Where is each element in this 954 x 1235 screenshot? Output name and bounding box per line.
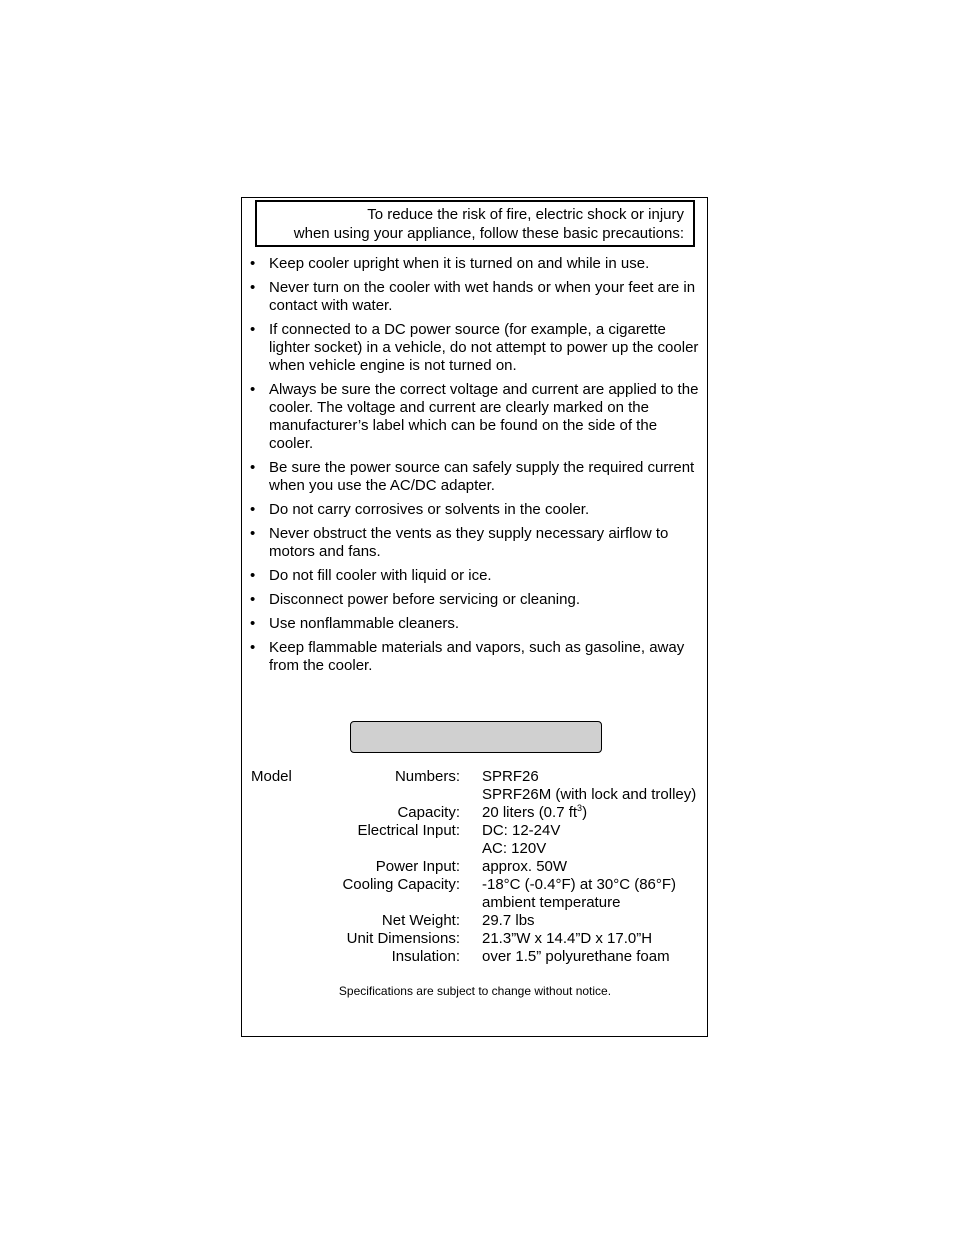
list-item: • If connected to a DC power source (for example, a cigarette lighter socket) in a vehicle, do not attempt to power up the cooler when vehicle engine is not turned on. <box>250 321 699 374</box>
bullet-icon: • <box>250 459 256 476</box>
specifications-header-box <box>350 721 602 753</box>
spec-row-weight <box>242 912 708 930</box>
bullet-icon: • <box>250 321 256 338</box>
specifications-note: Specifications are subject to change without notice. <box>338 984 612 998</box>
list-item: • Never turn on the cooler with wet hands or when your feet are in contact with water. <box>250 279 696 314</box>
warning-box <box>255 200 695 247</box>
list-item: • Keep cooler upright when it is turned on and while in use. <box>250 255 650 272</box>
spec-row-model <box>242 768 708 786</box>
spec-row-dimensions <box>242 930 708 948</box>
bullet-icon: • <box>250 567 256 584</box>
list-item: • Keep flammable materials and vapors, such as gasoline, away from the cooler. <box>250 639 685 674</box>
bullet-icon: • <box>250 525 256 542</box>
power-input-label: Power Input: <box>375 858 460 875</box>
bullet-icon: • <box>250 279 256 296</box>
spec-row-cooling <box>242 876 708 894</box>
unit-dimensions-label: Unit Dimensions: <box>346 930 460 947</box>
cooling-capacity-value-2: ambient temperature <box>482 894 621 911</box>
list-item: • Use nonflammable cleaners. <box>250 615 460 632</box>
electrical-input-label: Electrical Input: <box>357 822 460 839</box>
bullet-icon: • <box>250 255 256 272</box>
list-item: • Disconnect power before servicing or cleaning. <box>250 591 580 608</box>
bullet-icon: • <box>250 615 256 632</box>
net-weight-label: Net Weight: <box>381 912 460 929</box>
insulation-label: Insulation: <box>391 948 460 965</box>
spec-row-electrical-ac <box>242 840 708 858</box>
model-prefix: Model <box>251 768 292 785</box>
capacity-label: Capacity: <box>397 804 460 821</box>
safety-panel <box>241 197 708 1037</box>
insulation-value: over 1.5” polyurethane foam <box>482 948 670 965</box>
cooling-capacity-label: Cooling Capacity: <box>342 876 460 893</box>
electrical-ac-value: AC: 120V <box>482 840 547 857</box>
spec-row-power <box>242 858 708 876</box>
spec-row-insulation <box>242 948 708 966</box>
spec-row-model-2 <box>242 786 708 804</box>
net-weight-value: 29.7 lbs <box>482 912 535 929</box>
list-item: • Never obstruct the vents as they supply necessary airflow to motors and fans. <box>250 525 669 560</box>
power-input-value: approx. 50W <box>482 858 568 875</box>
bullet-icon: • <box>250 591 256 608</box>
model-numbers-label: Numbers: <box>394 768 460 785</box>
bullet-icon: • <box>250 639 256 656</box>
list-item: • Be sure the power source can safely supply the required current when you use the AC/DC adapter. <box>250 459 695 494</box>
specifications-table <box>242 768 708 966</box>
model-1-value: SPRF26 <box>482 768 539 785</box>
bullet-icon: • <box>250 501 256 518</box>
model-2-value: SPRF26M (with lock and trolley) <box>482 786 697 803</box>
warning-line-2: when using your appliance, follow these basic precautions: <box>293 225 684 242</box>
cooling-capacity-value: -18°C (-0.4°F) at 30°C (86°F) <box>482 876 677 893</box>
capacity-value: 20 liters (0.7 $ft^3$) <box>482 803 588 821</box>
unit-dimensions-value: 21.3”W x 14.4”D x 17.0”H <box>482 930 653 947</box>
list-item: • Always be sure the correct voltage and current are applied to the cooler. The voltage and current are clearly marked on the manufacturer’s label which can be found on the side of the cooler. <box>250 381 699 452</box>
warning-line-1: To reduce the risk of fire, electric shock or injury <box>367 206 684 223</box>
spec-row-electrical <box>242 822 708 840</box>
spec-row-cooling-2 <box>242 894 708 912</box>
spec-row-capacity <box>242 804 708 822</box>
bullet-icon: • <box>250 381 256 398</box>
list-item: • Do not fill cooler with liquid or ice. <box>250 567 492 584</box>
electrical-dc-value: DC: 12-24V <box>482 822 561 839</box>
list-item: • Do not carry corrosives or solvents in the cooler. <box>250 501 590 518</box>
precautions-list <box>242 255 708 681</box>
